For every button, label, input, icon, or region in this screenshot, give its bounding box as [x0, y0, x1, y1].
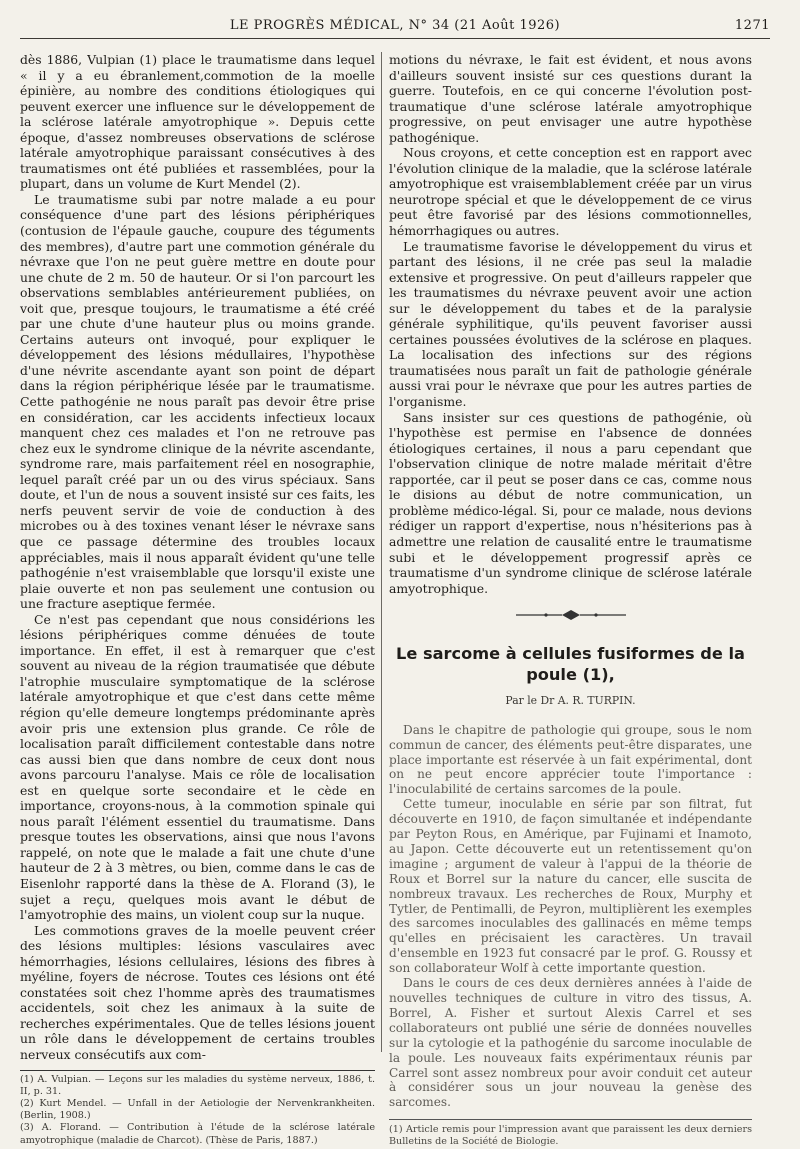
paragraph: Les commotions graves de la moelle peuvent créer des lésions multiples: lésions vasculaires avec hémorrhagies, lésions cellulaires, lésions des fibres à myéline, foyers de nécrose. Toutes ces lésions ont été constatées soit chez l'homme après des traumatismes accidentels, soit chez les animaux à la suite de recherches expérimentales. Que de telles lésions jouent un rôle dans le développement de certains troubles nerveux consécutifs aux com- [20, 922, 375, 1062]
paragraph: Cette tumeur, inoculable en série par son filtrat, fut découverte en 1910, de façon simultanée et indépendante par Peyton Rous, en Amérique, par Fujinami et Inamoto, au Japon. Cette découverte eut un retentissement qu'on imagine ; argument de valeur à l'appui de la théorie de Roux et Borrel sur la nature du cancer, elle suscita de nombreux travaux. Les recherches de Roux, Murphy et Tytler, de Pentimalli, de Peyron, multiplièrent les exemples des sarcomes inoculables des gallinacés en même temps qu'elles en précisaient les caractères. Un travail d'ensemble en 1923 fut consacré par le prof. G. Roussy et son collaborateur Wolf à cette importante question. [389, 797, 752, 976]
footnote-divider [389, 1119, 752, 1120]
paragraph: Nous croyons, et cette conception est en rapport avec l'évolution clinique de la maladie, que la sclérose latérale amyotrophique est vraisemblablement créée par un virus neurotrope spécial et que le développement de ce virus peut être favorisé par des lésions commotionnelles, hémorrhagiques ou autres. [389, 145, 752, 239]
section-ornament [389, 609, 752, 621]
footnote: (2) Kurt Mendel. — Unfall in der Aetiologie der Nervenkrankheiten. (Berlin, 1908.) [20, 1097, 375, 1122]
paragraph: Le traumatisme subi par notre malade a eu pour conséquence d'une part des lésions périphériques (contusion de l'épaule gauche, coupure des téguments des membres), d'autre part une commotion générale du névraxe que l'on ne peut guère mettre en doute pour une chute de 2 m. 50 de hauteur. Or si l'on parcourt les observations semblables antérieurement publiées, on voit que, presque toujours, le traumatisme a été créé par une chute d'une hauteur plus ou moins grande. Certains auteurs ont invoqué, pour expliquer le développement des lésions médullaires, l'hypothèse d'une névrite ascendante ayant son point de départ dans la région périphérique lésée par le traumatisme. Cette pathogénie ne nous paraît pas devoir être prise en considération, car les accidents infectieux locaux manquent chez ces malades et l'on ne retrouve pas chez eux le syndrome clinique de la névrite ascendante, syndrome rare, mais parfaitement réel en nosographie, lequel paraît créé par un ou des virus spéciaux. Sans doute, et l'un de nous a souvent insisté sur ces faits, les nerfs peuvent servir de voie de conduction à des microbes ou à des toxines venant léser le névraxe sans que ce passage détermine des troubles locaux appréciables, mais il nous apparaît évident qu'une telle pathogénie n'est vraisemblable que lorsqu'il existe une plaie ouverte et non pas seulement une contusion ou une fracture aseptique fermée. [20, 191, 375, 612]
paragraph: motions du névraxe, le fait est évident, et nous avons d'ailleurs souvent insisté sur ces questions durant la guerre. Toutefois, en ce qui concerne l'évolution post-traumatique d'une sclérose latérale amyotrophique progressive, on peut envisager une autre hypothèse pathogénique. [389, 52, 752, 145]
article-body [389, 723, 752, 1111]
footnote: (1) A. Vulpian. — Leçons sur les maladies du système nerveux, 1886, t. II, p. 31. [20, 1073, 375, 1097]
footnote: (1) Article remis pour l'impression avant que paraissent les deux derniers Bulletins de la Société de Biologie. [389, 1124, 752, 1148]
page-number: 1271 [734, 18, 770, 33]
running-header [20, 16, 770, 39]
journal-title: LE PROGRÈS MÉDICAL, N° 34 (21 Août 1926) [229, 18, 561, 33]
paragraph: Ce n'est pas cependant que nous considérions les lésions périphériques comme dénuées de toute importance. En effet, il est à remarquer que c'est souvent au niveau de la région traumatisée que débute l'atrophie musculaire symptomatique de la sclérose latérale amyotrophique et que c'est dans cette même région qu'elle demeure longtemps prédominante après avoir pris une extension plus grande. Ce rôle de localisation paraît difficilement contestable dans notre cas aussi bien que dans nombre de ceux dont nous avons parcouru l'analyse. Mais ce rôle de localisation est en quelque sorte secondaire et le cède en importance, croyons-nous, à la commotion spinale qui nous paraît l'élément essentiel du traumatisme. Dans presque toutes les observations, ainsi que nous l'avons rappelé, on note que le malade a fait une chute d'une hauteur de 2 à 3 mètres, ou bien, comme dans le cas de Eisenlohr rapporté dans la thèse de A. Florand (3), le sujet a reçu, quelques mois avant le début de l'amyotrophie des mains, un violent coup sur la nuque. [20, 611, 375, 923]
right-column [389, 52, 752, 1148]
article-byline: Par le Dr A. R. TURPIN. [505, 694, 636, 708]
article-title: Le sarcome à cellules fusiformes de la poule (1), [396, 644, 745, 685]
footnote-divider [20, 1070, 375, 1071]
paragraph: Dans le cours de ces deux dernières années à l'aide de nouvelles techniques de culture in vitro des tissus, A. Borrel, A. Fisher et surtout Alexis Carrel et ses collaborateurs ont publié une série de données nouvelles sur la cytologie et la pathogénie du sarcome inoculable de la poule. Les nouveaux faits expérimentaux réunis par Carrel sont assez nombreux pour avoir conduit cet auteur à considérer sous un jour nouveau la genèse des sarcomes. [389, 976, 752, 1110]
column-divider [381, 52, 382, 1052]
footnote: (3) A. Florand. — Contribution à l'étude de la sclérose latérale amyotrophique (maladie de Charcot). (Thèse de Paris, 1887.) [20, 1122, 375, 1146]
paragraph: Le traumatisme favorise le développement du virus et partant des lésions, il ne crée pas seul la maladie extensive et progressive. On peut d'ailleurs rappeler que les traumatismes du névraxe peuvent avoir une action sur le développement du tabes et de la paralysie générale syphilitique, qu'ils peuvent favoriser aussi certaines poussées évolutives de la sclérose en plaques. La localisation des infections sur des régions traumatisées nous paraît un fait de pathologie générale aussi vrai pour le névraxe que pour les autres parties de l'organisme. [389, 238, 752, 410]
ornament-rule-icon [516, 609, 626, 621]
paragraph: Sans insister sur ces questions de pathogénie, où l'hypothèse est permise en l'absence de données étiologiques certaines, il nous a paru cependant que l'observation clinique de notre malade méritait d'être rapportée, car il peut se poser dans ce cas, comme nous le disions au début de notre communication, un problème médico-légal. Si, pour ce malade, nous devions rédiger un rapport d'expertise, nous n'hésiterions pas à admettre une relation de causalité entre le traumatisme subi et le développement progressif après ce traumatisme d'un syndrome clinique de sclérose latérale amyotrophique. [389, 409, 752, 596]
paragraph: Dans le chapitre de pathologie qui groupe, sous le nom commun de cancer, des éléments peut-être disparates, une place importante est réservée à un fait expérimental, dont on ne peut encore apprécier toute l'importance : l'inoculabilité de certains sarcomes de la poule. [389, 722, 752, 797]
paragraph: dès 1886, Vulpian (1) place le traumatisme dans lequel « il y a eu ébranlement,commotion de la moelle épinière, au nombre des conditions étiologiques qui peuvent exercer une influence sur le développement de la sclérose latérale amyotrophique ». Depuis cette époque, d'assez nombreuses observations de sclérose latérale amyotrophique paraissant consécutives à des traumatismes ont été publiées et rassemblées, pour la plupart, dans un volume de Kurt Mendel (2). [20, 52, 375, 192]
left-column [20, 52, 375, 1146]
